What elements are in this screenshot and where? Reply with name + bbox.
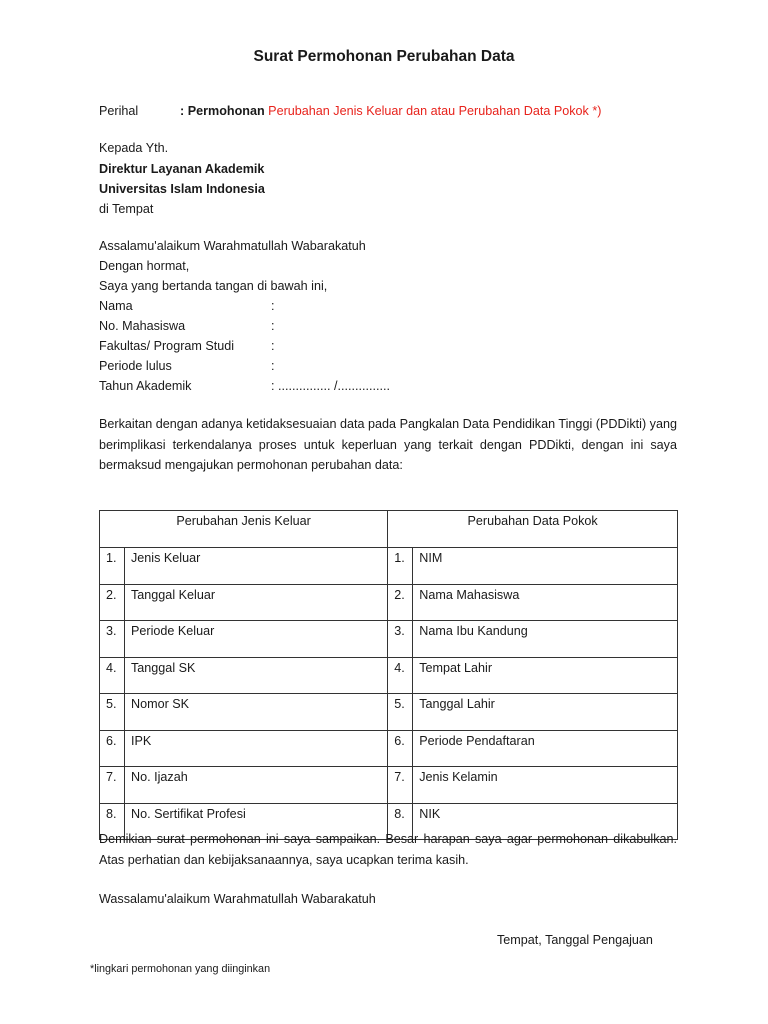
field-row: [99, 318, 275, 334]
recipient-institution: Universitas Islam Indonesia: [99, 182, 265, 196]
field-label: Fakultas/ Program Studi: [99, 339, 235, 353]
closing-salam: Wassalamu'alaikum Warahmatullah Wabarakatuh: [99, 892, 376, 906]
field-row: [99, 338, 275, 354]
option-cell: Nama Ibu Kandung: [413, 621, 678, 658]
table-row: [100, 584, 678, 621]
row-number: 8.: [388, 803, 413, 840]
recipient-place: di Tempat: [99, 202, 154, 216]
option-cell: Jenis Keluar: [125, 548, 388, 585]
option-cell: Jenis Kelamin: [413, 767, 678, 804]
field-row: [99, 358, 275, 374]
table-row: [100, 767, 678, 804]
row-number: 1.: [100, 548, 125, 585]
recipient-greeting: Kepada Yth.: [99, 141, 169, 155]
field-value: :: [271, 339, 275, 353]
option-cell: Nomor SK: [125, 694, 388, 731]
options-table: [99, 510, 678, 840]
option-cell: Nama Mahasiswa: [413, 584, 678, 621]
row-number: 7.: [100, 767, 125, 804]
field-value: :: [271, 299, 275, 313]
row-number: 7.: [388, 767, 413, 804]
footnote: *lingkari permohonan yang diinginkan: [90, 963, 271, 975]
row-number: 5.: [388, 694, 413, 731]
option-cell: IPK: [125, 730, 388, 767]
field-label: Nama: [99, 299, 133, 313]
header-data-pokok: Perubahan Data Pokok: [388, 511, 678, 548]
header-jenis-keluar: Perubahan Jenis Keluar: [100, 511, 388, 548]
option-cell: Tanggal SK: [125, 657, 388, 694]
field-label: No. Mahasiswa: [99, 319, 186, 333]
row-number: 8.: [100, 803, 125, 840]
row-number: 1.: [388, 548, 413, 585]
field-label: Periode lulus: [99, 359, 172, 373]
table-row: [100, 657, 678, 694]
field-value: :: [271, 319, 275, 333]
field-row: [99, 298, 275, 314]
opening-salam: Assalamu'alaikum Warahmatullah Wabarakatuh: [99, 239, 366, 253]
table-row: [100, 548, 678, 585]
option-cell: Tanggal Lahir: [413, 694, 678, 731]
row-number: 6.: [100, 730, 125, 767]
closing-paragraph: Demikian surat permohonan ini saya sampaikan. Besar harapan saya agar permohonan dikabulkan. Atas perhatian dan kebijaksanaannya, saya ucapkan terima kasih.: [99, 832, 677, 867]
field-value: :: [271, 359, 275, 373]
table-row: [100, 621, 678, 658]
page-title: Surat Permohonan Perubahan Data: [253, 48, 515, 65]
option-cell: Tempat Lahir: [413, 657, 678, 694]
signature-place-date: Tempat, Tanggal Pengajuan: [497, 933, 653, 947]
option-cell: No. Ijazah: [125, 767, 388, 804]
row-number: 2.: [388, 584, 413, 621]
option-cell: Periode Keluar: [125, 621, 388, 658]
table-row: [100, 694, 678, 731]
perihal-line: [99, 103, 601, 119]
body-paragraph: Berkaitan dengan adanya ketidaksesuaian data pada Pangkalan Data Pendidikan Tinggi (PDDikti) yang berimplikasi terkendalanya proses untuk keperluan yang terkait dengan PDDikti, dengan ini saya bermaksud mengajukan permohonan perubahan data:: [99, 417, 677, 472]
opening-intro: Saya yang bertanda tangan di bawah ini,: [99, 279, 328, 293]
row-number: 3.: [388, 621, 413, 658]
perihal-subject: Perubahan Jenis Keluar dan atau Perubahan Data Pokok *): [268, 104, 602, 118]
row-number: 5.: [100, 694, 125, 731]
field-row: [99, 378, 390, 394]
table-row: [100, 730, 678, 767]
opening-hormat: Dengan hormat,: [99, 259, 190, 273]
row-number: 3.: [100, 621, 125, 658]
option-cell: Periode Pendaftaran: [413, 730, 678, 767]
perihal-label: Perihal: [99, 104, 139, 118]
field-value: : ............... /...............: [271, 379, 390, 393]
perihal-prefix: : Permohonan: [180, 104, 269, 118]
option-cell: NIK: [413, 803, 678, 840]
row-number: 2.: [100, 584, 125, 621]
field-label: Tahun Akademik: [99, 379, 192, 393]
row-number: 4.: [388, 657, 413, 694]
row-number: 4.: [100, 657, 125, 694]
option-cell: No. Sertifikat Profesi: [125, 803, 388, 840]
recipient-name: Direktur Layanan Akademik: [99, 162, 265, 176]
row-number: 6.: [388, 730, 413, 767]
option-cell: NIM: [413, 548, 678, 585]
option-cell: Tanggal Keluar: [125, 584, 388, 621]
table-header-row: [100, 511, 678, 548]
